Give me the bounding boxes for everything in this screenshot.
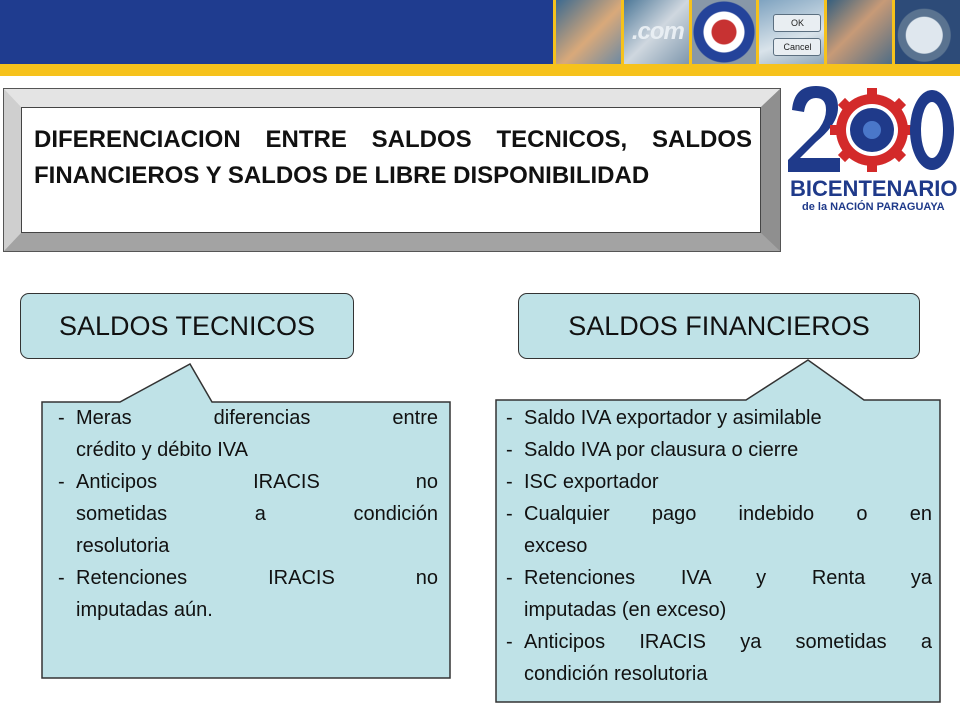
banner-stripe	[0, 64, 960, 76]
title-box	[21, 107, 761, 233]
typing-hands-photo	[827, 0, 892, 64]
bullet-text: Anticipos IRACIS ya sometidas a	[524, 631, 932, 653]
bullet-dash: -	[506, 567, 513, 589]
bullet-text: Meras diferencias entre	[76, 407, 438, 429]
list-item	[506, 562, 932, 594]
list-item	[506, 466, 932, 498]
bullet-text: resolutoria	[76, 535, 170, 557]
bullet-text: ISC exportador	[524, 471, 659, 493]
list-item	[58, 466, 438, 498]
bullet-dash	[58, 594, 76, 626]
list-item	[506, 402, 932, 434]
bullet-text: condición resolutoria	[524, 663, 708, 685]
bullet-text: Saldo IVA por clausura o cierre	[524, 439, 799, 461]
logo-subtitle: de la NACIÓN PARAGUAYA	[802, 201, 945, 213]
bullet-dash	[58, 498, 76, 530]
list-item	[58, 594, 438, 626]
bullet-text: Retenciones IRACIS no	[76, 567, 438, 589]
bullet-dash: -	[506, 503, 513, 525]
cd-disc-photo	[895, 0, 960, 64]
bullet-dash: -	[506, 471, 513, 493]
bullet-dash: -	[58, 567, 65, 589]
saldos-financieros-list	[506, 402, 932, 690]
dot-com-photo	[624, 0, 689, 64]
bullet-dash	[506, 594, 524, 626]
saldos-tecnicos-callout	[40, 362, 454, 680]
list-item	[506, 594, 932, 626]
page-title: DIFERENCIACION ENTRE SALDOS TECNICOS, SALDOS FINANCIEROS Y SALDOS DE LIBRE DISPONIBILIDAD	[34, 126, 752, 189]
bullet-dash	[506, 658, 524, 690]
list-item	[506, 498, 932, 530]
title-frame	[3, 88, 781, 252]
bullet-text: imputadas aún.	[76, 599, 213, 621]
list-item	[58, 530, 438, 562]
list-item	[506, 658, 932, 690]
bullet-dash: -	[58, 471, 65, 493]
saldos-tecnicos-header: SALDOS TECNICOS	[20, 293, 354, 359]
bullet-text: Saldo IVA exportador y asimilable	[524, 407, 822, 429]
bullet-text: exceso	[524, 535, 588, 557]
photo-strip	[553, 0, 960, 64]
saldos-tecnicos-list	[58, 402, 438, 626]
list-item	[506, 530, 932, 562]
list-item	[58, 434, 438, 466]
logo-title: BICENTENARIO	[790, 176, 958, 201]
ok-cancel-buttons-photo	[759, 0, 824, 64]
saldos-financieros-callout	[494, 358, 944, 704]
bullet-dash: -	[506, 631, 513, 653]
bullet-text: crédito y débito IVA	[76, 439, 248, 461]
cancel-button-image: Cancel	[773, 38, 821, 56]
bullet-text: Cualquier pago indebido o en	[524, 503, 932, 525]
flag-seal-photo	[692, 0, 757, 64]
list-item	[58, 402, 438, 434]
bullet-dash: -	[58, 407, 65, 429]
bullet-dash: -	[506, 439, 513, 461]
dot-com-text: .com	[631, 18, 684, 45]
list-item	[58, 562, 438, 594]
list-item	[58, 498, 438, 530]
bullet-text: imputadas (en exceso)	[524, 599, 727, 621]
bullet-text: sometidas a condición	[76, 503, 438, 525]
ok-button-image: OK	[773, 14, 821, 32]
bullet-dash	[58, 434, 76, 466]
bicentenario-logo	[786, 80, 958, 220]
saldos-financieros-header: SALDOS FINANCIEROS	[518, 293, 920, 359]
bullet-dash	[506, 530, 524, 562]
bullet-text: Anticipos IRACIS no	[76, 471, 438, 493]
list-item	[506, 434, 932, 466]
list-item	[506, 626, 932, 658]
logo-200-graphic	[786, 80, 958, 176]
bullet-dash: -	[506, 407, 513, 429]
headset-person-photo	[556, 0, 621, 64]
bullet-dash	[58, 530, 76, 562]
bullet-text: Retenciones IVA y Renta ya	[524, 567, 932, 589]
